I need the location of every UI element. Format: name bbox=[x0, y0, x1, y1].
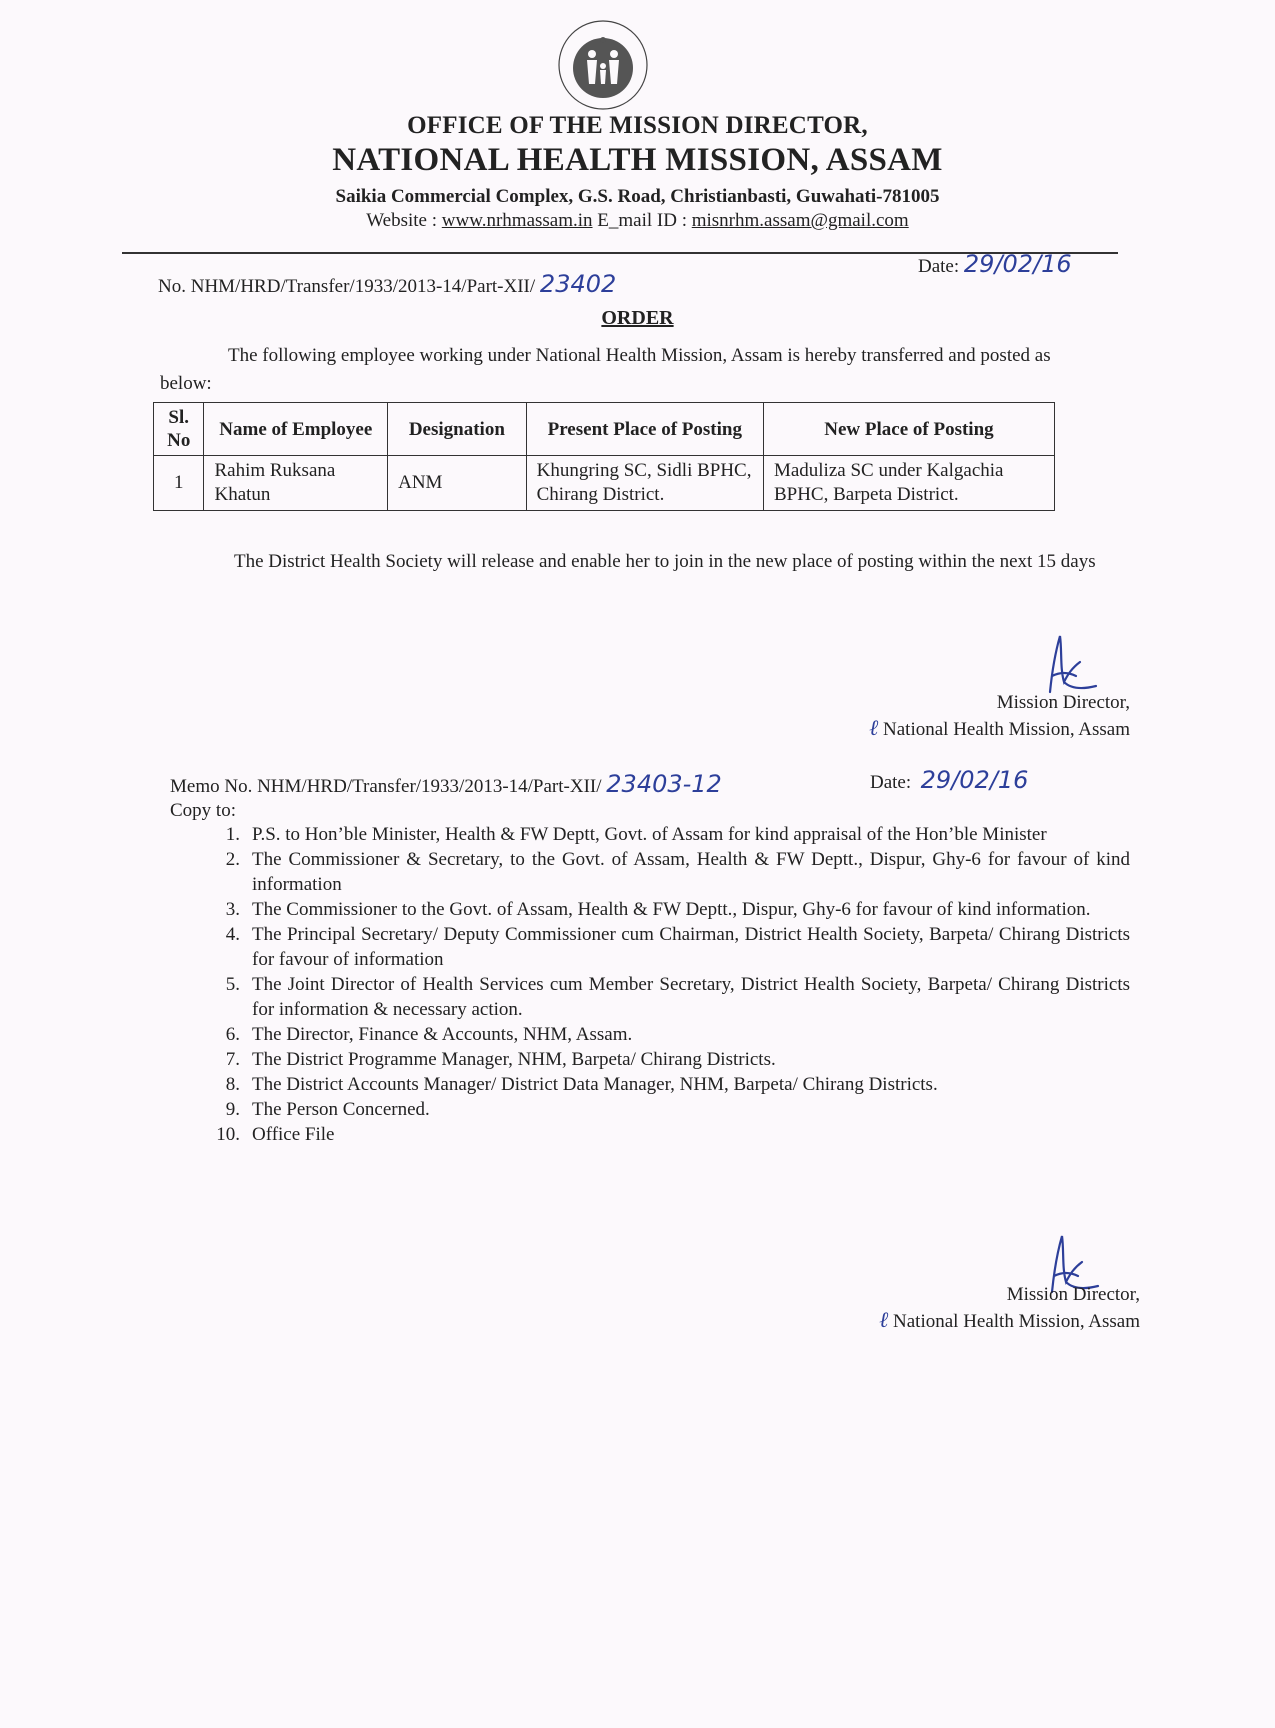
signature-mark-icon bbox=[1030, 632, 1100, 698]
website-label: Website : bbox=[366, 210, 442, 231]
signatory-org-text: National Health Mission, Assam bbox=[883, 719, 1130, 740]
list-item: 1. P.S. to Hon’ble Minister, Health & FW Deptt, Govt. of Assam for kind appraisal of the Hon’ble Minister bbox=[225, 824, 1047, 845]
cell-new-place: Maduliza SC under Kalgachia BPHC, Barpeta District. bbox=[763, 456, 1054, 511]
website-link[interactable]: www.nrhmassam.in bbox=[441, 210, 593, 231]
memo-date bbox=[870, 766, 1028, 794]
list-item: 6. The Director, Finance & Accounts, NHM, Assam. bbox=[225, 1024, 633, 1045]
signature-block-2 bbox=[790, 1282, 1140, 1335]
signatory-org-text: National Health Mission, Assam bbox=[893, 1311, 1140, 1332]
cell-name: Rahim Ruksana Khatun bbox=[204, 456, 388, 511]
nhm-logo-icon bbox=[556, 18, 650, 112]
copy-list bbox=[170, 822, 1130, 1147]
order-ref-handwritten: 23402 bbox=[539, 270, 617, 298]
order-reference bbox=[158, 270, 616, 298]
order-date-handwritten: 29/02/16 bbox=[963, 250, 1072, 278]
col-name: Name of Employee bbox=[204, 403, 388, 456]
order-ref-number: No. NHM/HRD/Transfer/1933/2013-14/Part-XII/ bbox=[158, 276, 536, 297]
col-sl-no: Sl. No bbox=[154, 403, 204, 456]
list-item: 3. The Commissioner to the Govt. of Assam, Health & FW Deptt., Dispur, Ghy-6 for favour of kind information. bbox=[225, 899, 1091, 920]
table-header-row bbox=[154, 403, 1055, 456]
col-new-place: New Place of Posting bbox=[763, 403, 1054, 456]
col-designation: Designation bbox=[388, 403, 527, 456]
contact-line bbox=[0, 210, 1275, 232]
memo-date-label: Date: bbox=[870, 772, 912, 793]
cell-present-place: Khungring SC, Sidli BPHC, Chirang District. bbox=[526, 456, 763, 511]
cell-designation: ANM bbox=[388, 456, 527, 511]
memo-reference bbox=[170, 770, 722, 798]
flourish-icon: ℓ bbox=[879, 1308, 889, 1333]
order-heading: ORDER bbox=[601, 307, 674, 329]
office-title: OFFICE OF THE MISSION DIRECTOR, bbox=[407, 112, 868, 139]
list-item: 7. The District Programme Manager, NHM, Barpeta/ Chirang Districts. bbox=[225, 1049, 776, 1070]
organization-title: NATIONAL HEALTH MISSION, ASSAM bbox=[332, 142, 943, 178]
list-item: 10. Office File bbox=[216, 1124, 335, 1145]
order-closing: The District Health Society will release and enable her to join in the new place of posting within the next 15 days bbox=[234, 551, 1096, 572]
table-row bbox=[154, 456, 1055, 511]
list-item: 8. The District Accounts Manager/ District Data Manager, NHM, Barpeta/ Chirang Districts. bbox=[225, 1074, 938, 1095]
cell-sl-no: 1 bbox=[154, 456, 204, 511]
list-item: 4. The Principal Secretary/ Deputy Commissioner cum Chairman, District Health Society, Barpeta/ Chirang Districts for favour of information bbox=[225, 924, 1130, 970]
list-item: 9. The Person Concerned. bbox=[225, 1099, 430, 1120]
order-date-label: Date: bbox=[918, 256, 960, 277]
copy-to-label: Copy to: bbox=[170, 800, 236, 821]
order-date bbox=[918, 250, 1072, 278]
signatory-org bbox=[780, 716, 1130, 743]
memo-ref-handwritten: 23403-12 bbox=[606, 770, 722, 798]
memo-ref-number: Memo No. NHM/HRD/Transfer/1933/2013-14/Part-XII/ bbox=[170, 776, 602, 797]
email-link[interactable]: misnrhm.assam@gmail.com bbox=[691, 210, 909, 231]
list-item: 2. The Commissioner & Secretary, to the Govt. of Assam, Health & FW Deptt., Dispur, Ghy-6 for favour of kind information bbox=[225, 849, 1130, 895]
office-address: Saikia Commercial Complex, G.S. Road, Christianbasti, Guwahati-781005 bbox=[335, 186, 940, 207]
signature-block bbox=[780, 690, 1130, 743]
signatory-title: Mission Director, bbox=[996, 692, 1130, 713]
signatory-title: Mission Director, bbox=[1006, 1284, 1140, 1305]
col-present-place: Present Place of Posting bbox=[526, 403, 763, 456]
signatory-org bbox=[790, 1308, 1140, 1335]
memo-date-handwritten: 29/02/16 bbox=[920, 766, 1029, 794]
flourish-icon: ℓ bbox=[869, 716, 879, 741]
posting-table bbox=[153, 402, 1055, 511]
order-intro: The following employee working under National Health Mission, Assam is hereby transferred and posted as below: bbox=[160, 345, 1051, 394]
email-label: E_mail ID : bbox=[592, 210, 692, 231]
list-item: 5. The Joint Director of Health Services cum Member Secretary, District Health Society, Barpeta/ Chirang Districts for information & necessary action. bbox=[225, 974, 1130, 1020]
